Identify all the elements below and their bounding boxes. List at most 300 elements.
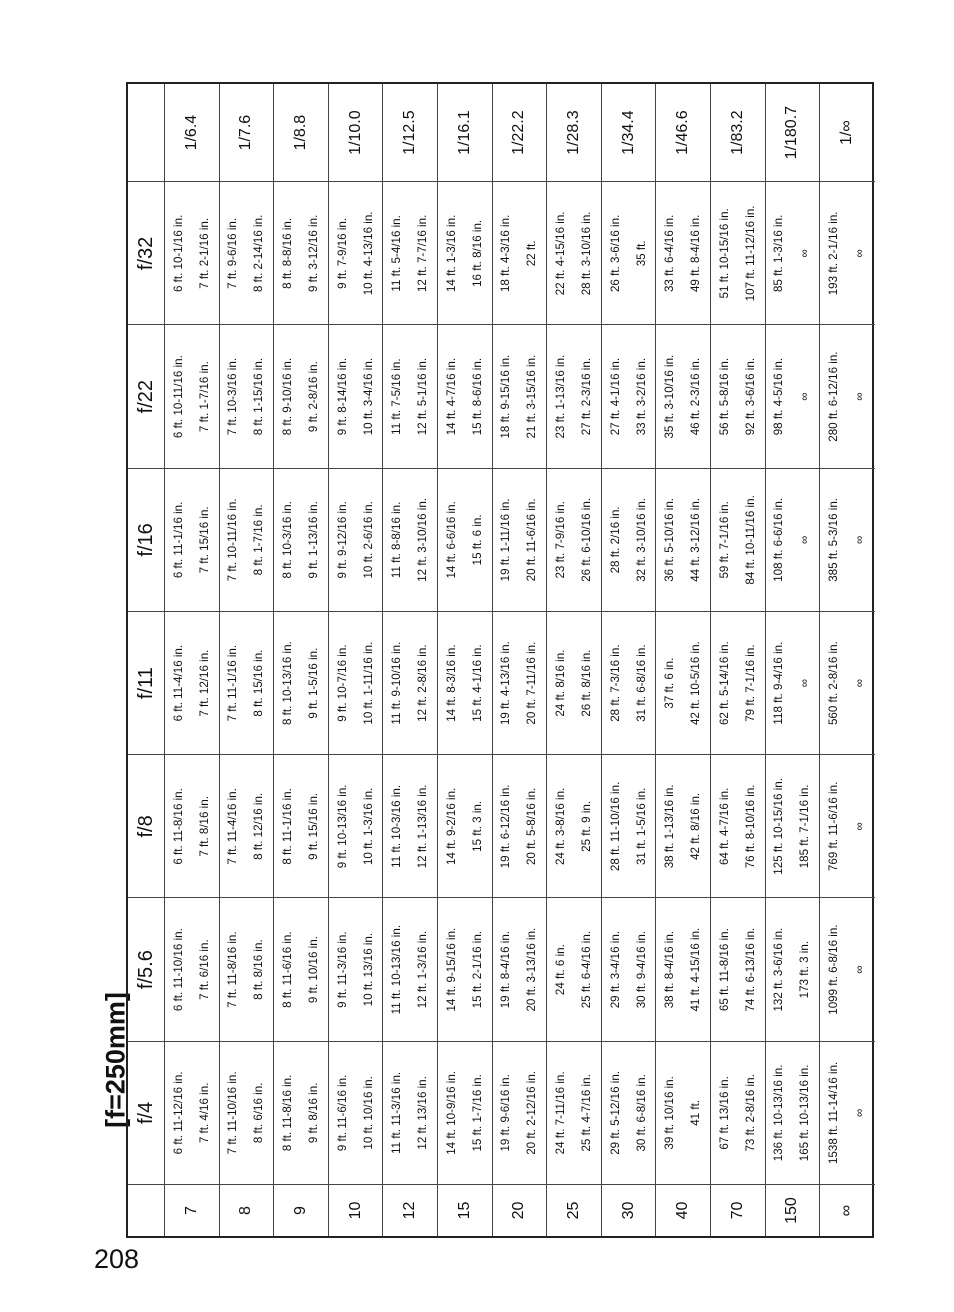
near-limit: 19 ft. 1-11/16 in. [499, 498, 513, 582]
depth-range-cell [438, 611, 493, 754]
near-limit: 8 ft. 11-8/16 in. [280, 1074, 294, 1152]
depth-range-cell [711, 898, 766, 1041]
far-limit: 9 ft. 8/16 in. [306, 1082, 320, 1144]
depth-range-cell [656, 898, 711, 1041]
header-aperture-f22: f/22 [128, 325, 164, 468]
depth-range-cell [383, 611, 438, 754]
depth-of-field-table [126, 82, 874, 1238]
depth-range-cell [329, 468, 384, 611]
magnification-cell: 1/∞ [838, 120, 856, 145]
near-limit: 9 ft. 7-9/16 in. [335, 217, 349, 289]
depth-range-cell [438, 325, 493, 468]
table-row [602, 84, 657, 1236]
far-limit: ∞ [853, 822, 867, 831]
far-limit: 8 ft. 1-15/16 in. [252, 357, 266, 436]
far-limit: 10 ft. 2-6/16 in. [361, 501, 375, 579]
near-limit: 118 ft. 9-4/16 in. [772, 641, 786, 725]
table-row [220, 84, 275, 1236]
distance-cell: 7 [165, 1184, 220, 1236]
near-limit: 19 ft. 8-4/16 in. [499, 930, 513, 1009]
far-limit: ∞ [798, 392, 812, 401]
near-limit: 24 ft. 6 in. [553, 944, 567, 996]
table-row [766, 84, 821, 1236]
far-limit: 28 ft. 3-10/16 in. [579, 211, 593, 296]
far-limit: 107 ft. 11-12/16 in. [743, 205, 757, 302]
near-limit: 36 ft. 5-10/16 in. [663, 497, 677, 582]
far-limit: 31 ft. 6-8/16 in. [634, 644, 648, 722]
near-limit: 7 ft. 11-4/16 in. [226, 788, 240, 865]
near-limit: 8 ft. 8-8/16 in. [280, 217, 294, 289]
far-limit: 15 ft. 6 in. [470, 514, 484, 566]
depth-range-cell [547, 325, 602, 468]
far-limit: ∞ [798, 535, 812, 545]
table-row [383, 84, 438, 1236]
far-limit: 12 ft. 1-13/16 in. [416, 784, 430, 869]
far-limit: 7 ft. 6/16 in. [197, 939, 211, 1000]
depth-range-cell [274, 898, 329, 1041]
depth-range-cell [220, 754, 275, 897]
distance-cell: 9 [274, 1184, 329, 1236]
depth-range-cell [165, 1041, 220, 1184]
far-limit: 26 ft. 6-10/16 in. [579, 497, 593, 582]
near-limit: 29 ft. 5-12/16 in. [608, 1070, 622, 1155]
near-limit: 65 ft. 11-8/16 in. [717, 928, 731, 1012]
depth-range-cell [165, 754, 220, 897]
far-limit: 79 ft. 7-1/16 in. [743, 644, 757, 722]
magnification-cell: 1/6.4 [165, 84, 220, 181]
near-limit: 7 ft. 9-6/16 in. [226, 217, 240, 289]
far-limit: 165 ft. 10-13/16 in. [798, 1064, 812, 1162]
near-limit: 7 ft. 11-10/16 in. [226, 1071, 240, 1155]
far-limit: 9 ft. 1-13/16 in. [306, 501, 320, 579]
near-limit: 1538 ft. 11-14/16 in. [827, 1061, 841, 1165]
far-limit: 12 ft. 1-3/16 in. [416, 930, 430, 1009]
near-limit: 11 ft. 10-3/16 in. [390, 784, 404, 868]
depth-range-cell [329, 181, 384, 324]
far-limit: 15 ft. 4-1/16 in. [470, 644, 484, 722]
far-limit: 20 ft. 3-13/16 in. [525, 927, 539, 1012]
near-limit: 22 ft. 4-15/16 in. [553, 211, 567, 296]
far-limit: 185 ft. 7-1/16 in. [798, 784, 812, 869]
near-limit: 67 ft. 13/16 in. [717, 1076, 731, 1150]
far-limit: 7 ft. 15/16 in. [197, 506, 211, 574]
near-limit: 9 ft. 10-13/16 in. [335, 784, 349, 869]
far-limit: 12 ft. 5-1/16 in. [416, 357, 430, 436]
near-limit: 132 ft. 3-6/16 in. [772, 927, 786, 1012]
near-limit: 6 ft. 11-1/16 in. [171, 501, 185, 579]
near-limit: 14 ft. 8-3/16 in. [444, 644, 458, 722]
magnification-cell: 1/8.8 [274, 84, 329, 181]
depth-range-cell [820, 754, 875, 897]
near-limit: 11 ft. 9-10/16 in. [390, 641, 404, 725]
near-limit: 28 ft. 7-3/16 in. [608, 644, 622, 722]
depth-range-cell [711, 1041, 766, 1184]
far-limit: 73 ft. 2-8/16 in. [743, 1074, 757, 1152]
far-limit: 15 ft. 8-6/16 in. [470, 357, 484, 436]
distance-cell: 15 [438, 1184, 493, 1236]
near-limit: 35 ft. 3-10/16 in. [663, 354, 677, 439]
near-limit: 29 ft. 3-4/16 in. [608, 930, 622, 1009]
far-limit: 12 ft. 7-7/16 in. [416, 214, 430, 293]
near-limit: 136 ft. 10-13/16 in. [772, 1064, 786, 1162]
depth-range-cell [165, 181, 220, 324]
far-limit: ∞ [798, 679, 812, 688]
header-aperture-f11: f/11 [128, 611, 164, 754]
near-limit: 1099 ft. 6-8/16 in. [827, 924, 841, 1015]
distance-cell: 40 [656, 1184, 711, 1236]
depth-range-cell [820, 611, 875, 754]
near-limit: 23 ft. 1-13/16 in. [553, 354, 567, 439]
near-limit: 6 ft. 11-12/16 in. [171, 1071, 185, 1155]
far-limit: 10 ft. 13/16 in. [361, 932, 375, 1007]
far-limit: 35 ft. [634, 240, 648, 267]
depth-range-cell [274, 611, 329, 754]
distance-cell: 70 [711, 1184, 766, 1236]
far-limit: ∞ [853, 1108, 867, 1118]
distance-cell: ∞ [820, 1184, 875, 1236]
near-limit: 62 ft. 5-14/16 in. [717, 641, 731, 726]
depth-range-cell [274, 1041, 329, 1184]
depth-range-cell [165, 468, 220, 611]
far-limit: 32 ft. 3-10/16 in. [634, 497, 648, 582]
depth-range-cell [383, 898, 438, 1041]
focal-length-text: [f=250mm] [100, 992, 131, 1128]
far-limit: 9 ft. 3-12/16 in. [306, 214, 320, 293]
table-row [274, 84, 329, 1236]
depth-range-cell [165, 611, 220, 754]
near-limit: 108 ft. 6-6/16 in. [772, 497, 786, 582]
near-limit: 8 ft. 11-6/16 in. [280, 931, 294, 1008]
near-limit: 8 ft. 11-1/16 in. [280, 788, 294, 865]
near-limit: 26 ft. 3-6/16 in. [608, 214, 622, 293]
far-limit: 16 ft. 8/16 in. [470, 219, 484, 287]
far-limit: 46 ft. 2-3/16 in. [689, 357, 703, 436]
depth-range-cell [438, 181, 493, 324]
near-limit: 560 ft. 2-8/16 in. [827, 641, 841, 726]
near-limit: 8 ft. 9-10/16 in. [280, 357, 294, 436]
far-limit: 12 ft. 2-8/16 in. [416, 644, 430, 722]
depth-range-cell [711, 181, 766, 324]
near-limit: 14 ft. 10-9/16 in. [444, 1070, 458, 1155]
depth-range-cell [602, 181, 657, 324]
near-limit: 24 ft. 7-11/16 in. [553, 1071, 567, 1155]
magnification-cell: 1/83.2 [711, 84, 766, 181]
depth-range-cell [820, 898, 875, 1041]
table-row [820, 84, 875, 1236]
depth-range-cell [766, 325, 821, 468]
magnification-cell: 1/7.6 [220, 84, 275, 181]
near-limit: 56 ft. 5-8/16 in. [717, 357, 731, 436]
near-limit: 59 ft. 7-1/16 in. [717, 501, 731, 579]
depth-range-cell [220, 611, 275, 754]
near-limit: 7 ft. 11-8/16 in. [226, 931, 240, 1008]
near-limit: 125 ft. 10-15/16 in. [772, 778, 786, 875]
depth-range-cell [766, 754, 821, 897]
far-limit: 7 ft. 4/16 in. [197, 1082, 211, 1144]
depth-range-cell [165, 325, 220, 468]
table-row [711, 84, 766, 1236]
far-limit: 20 ft. 5-8/16 in. [525, 787, 539, 866]
depth-range-cell [383, 1041, 438, 1184]
page-number: 208 [94, 1244, 140, 1274]
depth-range-cell [220, 1041, 275, 1184]
near-limit: 769 ft. 11-6/16 in. [827, 781, 841, 872]
near-limit: 38 ft. 8-4/16 in. [663, 930, 677, 1009]
near-limit: 6 ft. 11-10/16 in. [171, 928, 185, 1012]
near-limit: 9 ft. 11-6/16 in. [335, 1074, 349, 1152]
table-row [656, 84, 711, 1236]
near-limit: 6 ft. 11-8/16 in. [171, 788, 185, 865]
depth-range-cell [493, 611, 548, 754]
depth-of-field-table-container [126, 82, 874, 1238]
magnification-cell: 1/12.5 [383, 84, 438, 181]
far-limit: 30 ft. 9-4/16 in. [634, 930, 648, 1009]
depth-range-cell [383, 181, 438, 324]
near-limit: 14 ft. 1-3/16 in. [444, 214, 458, 293]
near-limit: 14 ft. 9-2/16 in. [444, 787, 458, 866]
magnification-cell: 1/22.2 [493, 84, 548, 181]
near-limit: 7 ft. 10-3/16 in. [226, 357, 240, 436]
near-limit: 6 ft. 10-11/16 in. [171, 355, 185, 439]
far-limit: 10 ft. 10/16 in. [361, 1076, 375, 1150]
far-limit: 27 ft. 2-3/16 in. [579, 357, 593, 436]
far-limit: 8 ft. 1-7/16 in. [252, 504, 266, 576]
near-limit: 14 ft. 9-15/16 in. [444, 927, 458, 1012]
near-limit: 39 ft. 10/16 in. [663, 1076, 677, 1150]
far-limit: 15 ft. 2-1/16 in. [470, 930, 484, 1009]
far-limit: 25 ft. 9 in. [579, 800, 593, 852]
near-limit: 85 ft. 1-3/16 in. [772, 214, 786, 293]
near-limit: 28 ft. 2/16 in. [608, 506, 622, 574]
depth-range-cell [656, 611, 711, 754]
header-aperture-f8: f/8 [128, 754, 164, 897]
depth-range-cell [656, 181, 711, 324]
depth-range-cell [165, 898, 220, 1041]
near-limit: 14 ft. 4-7/16 in. [444, 357, 458, 436]
far-limit: 25 ft. 4-7/16 in. [579, 1074, 593, 1152]
depth-range-cell [493, 181, 548, 324]
far-limit: ∞ [853, 965, 867, 974]
near-limit: 8 ft. 10-3/16 in. [280, 501, 294, 579]
depth-range-cell [711, 611, 766, 754]
far-limit: 10 ft. 1-3/16 in. [361, 787, 375, 866]
magnification-cell: 1/180.7 [766, 84, 821, 181]
header-aperture-f4: f/4 [128, 1041, 164, 1184]
depth-range-cell [274, 325, 329, 468]
far-limit: 15 ft. 3 in. [470, 800, 484, 852]
near-limit: 6 ft. 11-4/16 in. [171, 644, 185, 722]
far-limit: 31 ft. 1-5/16 in. [634, 787, 648, 866]
depth-range-cell [547, 468, 602, 611]
far-limit: 74 ft. 6-13/16 in. [743, 927, 757, 1012]
far-limit: 49 ft. 8-4/16 in. [689, 214, 703, 293]
far-limit: ∞ [853, 679, 867, 688]
far-limit: 15 ft. 1-7/16 in. [470, 1074, 484, 1152]
far-limit: 42 ft. 8/16 in. [689, 792, 703, 860]
far-limit: 26 ft. 8/16 in. [579, 649, 593, 717]
depth-range-cell [766, 611, 821, 754]
far-limit: 41 ft. 4-15/16 in. [689, 927, 703, 1012]
far-limit: 44 ft. 3-12/16 in. [689, 497, 703, 582]
far-limit: 7 ft. 8/16 in. [197, 796, 211, 857]
far-limit: 30 ft. 6-8/16 in. [634, 1074, 648, 1152]
near-limit: 14 ft. 6-6/16 in. [444, 501, 458, 579]
depth-range-cell [656, 1041, 711, 1184]
depth-range-cell [493, 1041, 548, 1184]
depth-range-cell [602, 611, 657, 754]
far-limit: 8 ft. 8/16 in. [252, 939, 266, 1000]
depth-range-cell [493, 325, 548, 468]
header-magnification-cell [128, 84, 164, 181]
header-aperture-f5-6: f/5.6 [128, 898, 164, 1041]
far-limit: ∞ [853, 392, 867, 401]
far-limit: 22 ft. [525, 240, 539, 267]
depth-range-cell [220, 468, 275, 611]
distance-cell: 8 [220, 1184, 275, 1236]
depth-range-cell [766, 898, 821, 1041]
near-limit: 18 ft. 4-3/16 in. [499, 214, 513, 293]
far-limit: 7 ft. 12/16 in. [197, 649, 211, 717]
far-limit: 84 ft. 10-11/16 in. [743, 495, 757, 585]
near-limit: 11 ft. 11-3/16 in. [390, 1071, 404, 1154]
near-limit: 24 ft. 3-8/16 in. [553, 787, 567, 866]
far-limit: ∞ [853, 535, 867, 545]
far-limit: 25 ft. 6-4/16 in. [579, 930, 593, 1009]
depth-range-cell [329, 325, 384, 468]
distance-cell: 25 [547, 1184, 602, 1236]
depth-range-cell [602, 754, 657, 897]
near-limit: 385 ft. 5-3/16 in. [827, 497, 841, 582]
near-limit: 98 ft. 4-5/16 in. [772, 357, 786, 436]
distance-cell: 30 [602, 1184, 657, 1236]
near-limit: 11 ft. 7-5/16 in. [390, 358, 404, 435]
magnification-cell: 1/28.3 [547, 84, 602, 181]
depth-range-cell [329, 1041, 384, 1184]
far-limit: 9 ft. 2-8/16 in. [306, 361, 320, 433]
magnification-cell: 1/16.1 [438, 84, 493, 181]
depth-range-cell [602, 325, 657, 468]
far-limit: 20 ft. 7-11/16 in. [525, 641, 539, 725]
depth-range-cell [656, 754, 711, 897]
depth-range-cell [547, 898, 602, 1041]
near-limit: 27 ft. 4-1/16 in. [608, 357, 622, 436]
far-limit: 8 ft. 12/16 in. [252, 792, 266, 860]
near-limit: 9 ft. 8-14/16 in. [335, 357, 349, 436]
far-limit: 42 ft. 10-5/16 in. [689, 641, 703, 726]
depth-range-cell [766, 1041, 821, 1184]
depth-range-cell [438, 468, 493, 611]
distance-cell: 20 [493, 1184, 548, 1236]
near-limit: 7 ft. 11-1/16 in. [226, 644, 240, 722]
table-row [329, 84, 384, 1236]
table-row [493, 84, 548, 1236]
near-limit: 19 ft. 9-6/16 in. [499, 1074, 513, 1152]
depth-range-cell [438, 754, 493, 897]
far-limit: 173 ft. 3 in. [798, 940, 812, 999]
depth-range-cell [383, 468, 438, 611]
magnification-cell: 1/46.6 [656, 84, 711, 181]
far-limit: 8 ft. 2-14/16 in. [252, 214, 266, 293]
depth-range-cell [711, 754, 766, 897]
near-limit: 6 ft. 10-1/16 in. [171, 214, 185, 293]
far-limit: 8 ft. 6/16 in. [252, 1082, 266, 1144]
far-limit: 7 ft. 2-1/16 in. [197, 217, 211, 289]
depth-range-cell [602, 898, 657, 1041]
depth-range-cell [493, 898, 548, 1041]
depth-range-cell [820, 325, 875, 468]
far-limit: 10 ft. 3-4/16 in. [361, 357, 375, 436]
depth-range-cell [766, 468, 821, 611]
near-limit: 23 ft. 7-9/16 in. [553, 501, 567, 579]
near-limit: 28 ft. 11-10/16 in. [608, 781, 622, 872]
far-limit: 8 ft. 15/16 in. [252, 649, 266, 717]
near-limit: 33 ft. 6-4/16 in. [663, 214, 677, 293]
near-limit: 19 ft. 6-12/16 in. [499, 784, 513, 869]
far-limit: 33 ft. 3-2/16 in. [634, 357, 648, 436]
far-limit: ∞ [853, 249, 867, 258]
depth-range-cell [220, 898, 275, 1041]
near-limit: 7 ft. 10-11/16 in. [226, 498, 240, 582]
depth-range-cell [602, 1041, 657, 1184]
depth-range-cell [220, 181, 275, 324]
far-limit: 7 ft. 1-7/16 in. [197, 361, 211, 433]
near-limit: 38 ft. 1-13/16 in. [663, 784, 677, 869]
far-limit: 9 ft. 1-5/16 in. [306, 647, 320, 719]
depth-range-cell [820, 181, 875, 324]
distance-cell: 12 [383, 1184, 438, 1236]
distance-cell: 150 [766, 1184, 821, 1236]
near-limit: 18 ft. 9-15/16 in. [499, 354, 513, 439]
depth-range-cell [493, 754, 548, 897]
depth-range-cell [547, 611, 602, 754]
depth-range-cell [656, 468, 711, 611]
near-limit: 24 ft. 8/16 in. [553, 649, 567, 717]
magnification-cell: 1/10.0 [329, 84, 384, 181]
depth-range-cell [820, 1041, 875, 1184]
depth-range-cell [547, 754, 602, 897]
depth-range-cell [329, 754, 384, 897]
depth-range-cell [438, 898, 493, 1041]
far-limit: 92 ft. 3-6/16 in. [743, 357, 757, 436]
header-distance-cell [128, 1184, 164, 1236]
far-limit: 21 ft. 3-15/16 in. [525, 354, 539, 439]
far-limit: 20 ft. 2-12/16 in. [525, 1070, 539, 1155]
depth-range-cell [820, 468, 875, 611]
depth-range-cell [274, 468, 329, 611]
far-limit: 12 ft. 13/16 in. [416, 1076, 430, 1150]
depth-range-cell [220, 325, 275, 468]
near-limit: 8 ft. 10-13/16 in. [280, 641, 294, 726]
near-limit: 11 ft. 8-8/16 in. [390, 501, 404, 579]
table-row [547, 84, 602, 1236]
depth-range-cell [493, 468, 548, 611]
table-row [165, 84, 220, 1236]
far-limit: 12 ft. 3-10/16 in. [416, 497, 430, 582]
distance-cell: 10 [329, 1184, 384, 1236]
magnification-cell: 1/34.4 [602, 84, 657, 181]
near-limit: 64 ft. 4-7/16 in. [717, 787, 731, 866]
depth-range-cell [383, 754, 438, 897]
near-limit: 11 ft. 10-13/16 in. [390, 924, 404, 1015]
far-limit: 41 ft. [689, 1099, 703, 1126]
depth-range-cell [602, 468, 657, 611]
near-limit: 193 ft. 2-1/16 in. [827, 211, 841, 296]
near-limit: 11 ft. 5-4/16 in. [390, 215, 404, 292]
depth-range-cell [329, 611, 384, 754]
table-header-row [128, 84, 165, 1236]
far-limit: 20 ft. 11-6/16 in. [525, 498, 539, 582]
depth-range-cell [438, 1041, 493, 1184]
